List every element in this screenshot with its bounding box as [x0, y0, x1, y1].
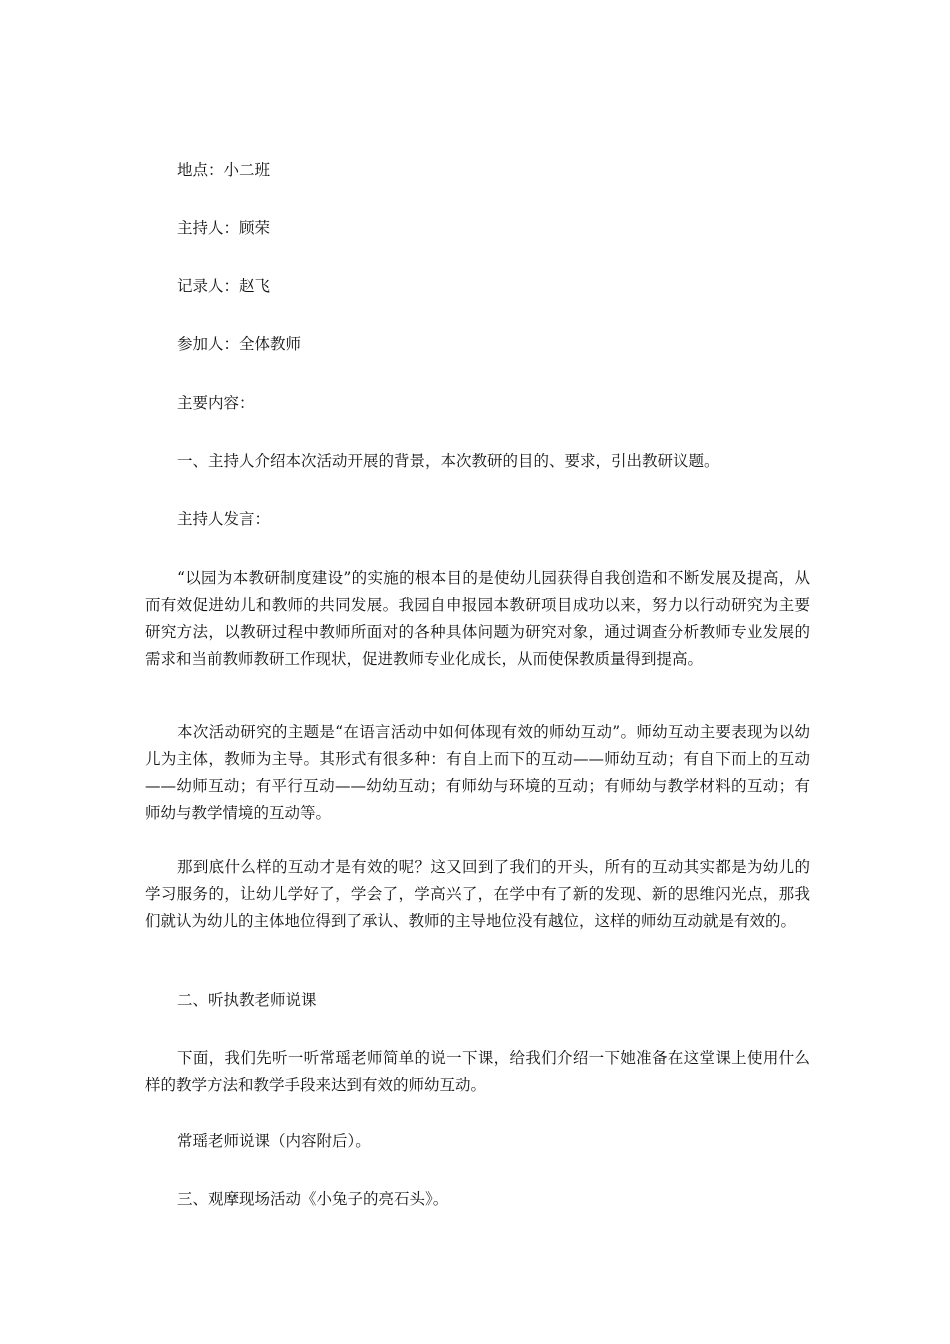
host-speech-label: 主持人发言： [177, 510, 271, 528]
speech-paragraph-1: “以园为本教研制度建设”的实施的根本目的是使幼儿园获得自我创造和不断发展及提高，从而有效促进幼儿和教师的共同发展。我园自申报园本教研项目成功以来，努力以行动研究为主要研究方法，以教研过程中教师所面对的各种具体问题为研究对象，通过调查分析教师专业发展的需求和当前教师教研工作现状，促进教师专业化成长，从而使保教质量得到提高。 [145, 569, 810, 668]
section-three-heading: 三、观摩现场活动《小兔子的亮石头》。 [177, 1190, 449, 1208]
main-content-heading: 主要内容： [177, 394, 255, 412]
speech-paragraph-3: 那到底什么样的互动才是有效的呢？这又回到了我们的开头，所有的互动其实都是为幼儿的学习服务的，让幼儿学好了，学会了，学高兴了，在学中有了新的发现、新的思维闪光点，那我们就认为幼儿的主体地位得到了承认、教师的主导地位没有越位，这样的师幼互动就是有效的。 [145, 858, 810, 930]
location-line: 地点：小二班 [177, 161, 271, 179]
lesson-note-line: 常瑶老师说课（内容附后）。 [177, 1132, 371, 1150]
speech-paragraph-2: 本次活动研究的主题是“在语言活动中如何体现有效的师幼互动”。师幼互动主要表现为以幼儿为主体，教师为主导。其形式有很多种：有自上而下的互动——师幼互动；有自下而上的互动——幼师互动；有平行互动——幼幼互动；有师幼与环境的互动；有师幼与教学材料的互动；有师幼与教学情境的互动等。 [145, 723, 810, 822]
section-two-heading: 二、听执教老师说课 [177, 991, 317, 1009]
participants-line: 参加人：全体教师 [177, 335, 302, 353]
section-one-heading: 一、主持人介绍本次活动开展的背景，本次教研的目的、要求，引出教研议题。 [177, 452, 720, 470]
host-line: 主持人：顾荣 [177, 219, 271, 237]
recorder-line: 记录人：赵飞 [177, 277, 271, 295]
section-two-paragraph: 下面，我们先听一听常瑶老师简单的说一下课，给我们介绍一下她准备在这堂课上使用什么样的教学方法和教学手段来达到有效的师幼互动。 [145, 1049, 810, 1094]
